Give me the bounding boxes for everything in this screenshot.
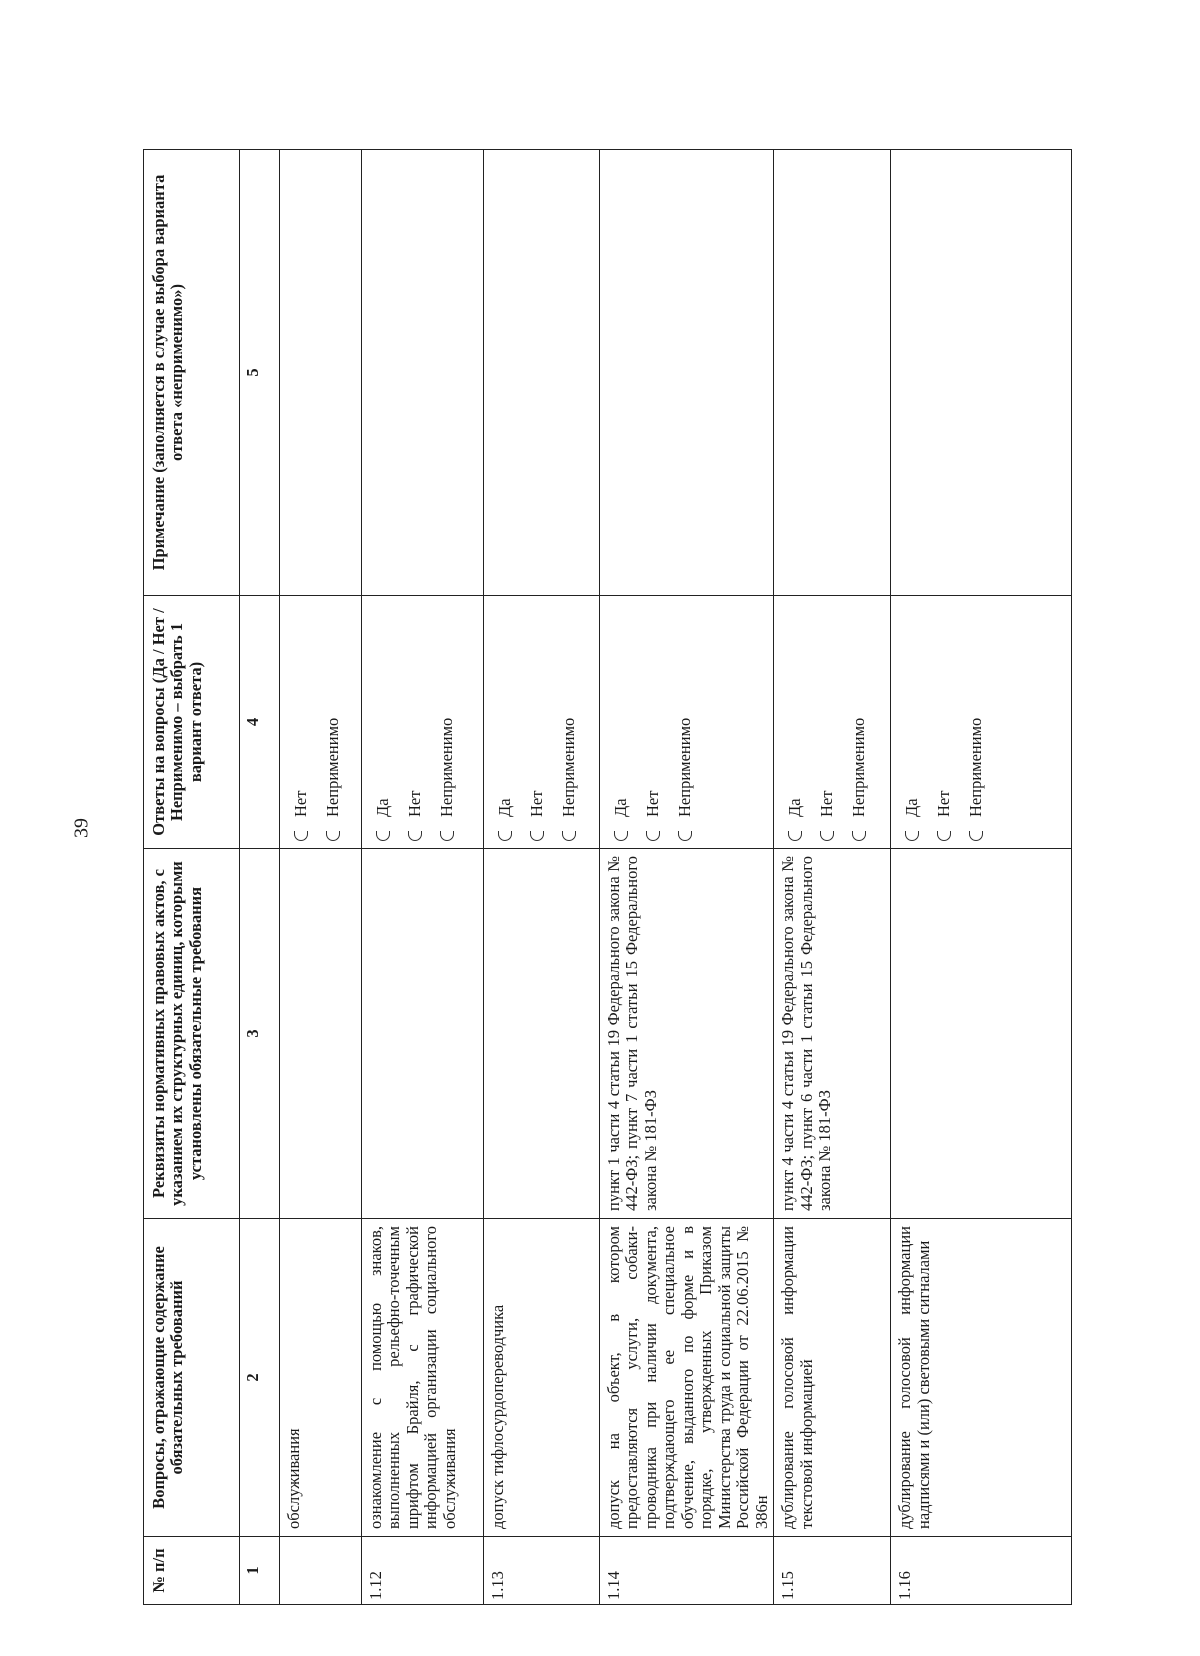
radio-button-icon[interactable]: [678, 831, 692, 841]
answer-options: [362, 596, 484, 849]
radio-option[interactable]: [367, 603, 399, 841]
answer-options: [484, 596, 600, 849]
radio-option[interactable]: [928, 603, 960, 841]
column-number: 2: [240, 1219, 280, 1537]
row-question: допуск тифлосурдопереводчика: [484, 1219, 600, 1537]
row-question: ознакомление с помощью знаков, выполненных рельефно-точечным шрифтом Брайля, с графической информацией организации социального обслуживания: [362, 1219, 484, 1537]
radio-button-icon[interactable]: [788, 831, 802, 841]
row-number: 1.12: [362, 1537, 484, 1605]
column-number: 1: [240, 1537, 280, 1605]
radio-option[interactable]: [811, 603, 843, 841]
radio-option[interactable]: [489, 603, 521, 841]
row-number: 1.14: [600, 1537, 774, 1605]
radio-option[interactable]: [399, 603, 431, 841]
option-label: Да: [901, 798, 921, 817]
option-label: Неприменимо: [848, 717, 868, 817]
option-label: Неприменимо: [436, 717, 456, 817]
table-row: [484, 150, 600, 1605]
radio-button-icon[interactable]: [326, 831, 340, 841]
row-note[interactable]: [484, 150, 600, 596]
radio-option[interactable]: [637, 603, 669, 841]
radio-button-icon[interactable]: [905, 831, 919, 841]
radio-option[interactable]: [960, 603, 992, 841]
option-label: Да: [372, 798, 392, 817]
radio-option[interactable]: [779, 603, 811, 841]
option-label: Неприменимо: [558, 717, 578, 817]
option-label: Нет: [526, 790, 546, 817]
radio-option[interactable]: [843, 603, 875, 841]
radio-button-icon[interactable]: [614, 831, 628, 841]
radio-option[interactable]: [669, 603, 701, 841]
page-number: 39: [70, 818, 93, 838]
column-number: 3: [240, 849, 280, 1219]
row-question: дублирование голосовой информации надписями и (или) световыми сигналами: [891, 1219, 1072, 1537]
option-label: Нет: [816, 790, 836, 817]
radio-button-icon[interactable]: [498, 831, 512, 841]
option-label: Неприменимо: [322, 717, 342, 817]
answer-options: [774, 596, 891, 849]
row-requisites: [891, 849, 1072, 1219]
radio-button-icon[interactable]: [440, 831, 454, 841]
row-note[interactable]: [280, 150, 362, 596]
radio-button-icon[interactable]: [530, 831, 544, 841]
answer-options: [600, 596, 774, 849]
header-question: Вопросы, отражающие содержание обязательных требований: [144, 1219, 240, 1537]
answer-options: [280, 596, 362, 849]
header-note: Примечание (заполняется в случае выбора варианта ответа «неприменимо»): [144, 150, 240, 596]
radio-button-icon[interactable]: [969, 831, 983, 841]
row-question: обслуживания: [280, 1219, 362, 1537]
option-label: Нет: [933, 790, 953, 817]
table-row: [891, 150, 1072, 1605]
radio-option[interactable]: [521, 603, 553, 841]
row-requisites: пункт 4 части 4 статьи 19 Федерального закона № 442-ФЗ; пункт 6 части 1 статьи 15 Федерального закона № 181-ФЗ: [774, 849, 891, 1219]
radio-button-icon[interactable]: [562, 831, 576, 841]
row-number: [280, 1537, 362, 1605]
row-number: 1.15: [774, 1537, 891, 1605]
row-requisites: [280, 849, 362, 1219]
header-requisites: Реквизиты нормативных правовых актов, с указанием их структурных единиц, которыми установлены обязательные требования: [144, 849, 240, 1219]
row-note[interactable]: [891, 150, 1072, 596]
row-requisites: пункт 1 части 4 статьи 19 Федерального закона № 442-ФЗ; пункт 7 части 1 статьи 15 Федерального закона № 181-ФЗ: [600, 849, 774, 1219]
option-label: Неприменимо: [674, 717, 694, 817]
header-number: № п/п: [144, 1537, 240, 1605]
option-label: Неприменимо: [965, 717, 985, 817]
column-number-row: [240, 150, 280, 1605]
table-header-row: [144, 150, 240, 1605]
table-row: [280, 150, 362, 1605]
radio-button-icon[interactable]: [376, 831, 390, 841]
radio-button-icon[interactable]: [408, 831, 422, 841]
radio-option[interactable]: [896, 603, 928, 841]
row-number: 1.13: [484, 1537, 600, 1605]
row-note[interactable]: [362, 150, 484, 596]
radio-option[interactable]: [605, 603, 637, 841]
radio-button-icon[interactable]: [820, 831, 834, 841]
column-number: 4: [240, 596, 280, 849]
option-label: Да: [494, 798, 514, 817]
row-question: дублирование голосовой информации текстовой информацией: [774, 1219, 891, 1537]
radio-button-icon[interactable]: [937, 831, 951, 841]
radio-button-icon[interactable]: [852, 831, 866, 841]
answer-options: [891, 596, 1072, 849]
rotated-checklist-table: [143, 150, 1063, 1605]
table-row: [362, 150, 484, 1605]
table-row: [774, 150, 891, 1605]
row-note[interactable]: [774, 150, 891, 596]
option-label: Нет: [404, 790, 424, 817]
radio-option[interactable]: [317, 603, 349, 841]
radio-button-icon[interactable]: [294, 831, 308, 841]
option-label: Да: [784, 798, 804, 817]
row-question: допуск на объект, в котором предоставляются услуги, собаки-проводника при наличии документа, подтверждающего ее специальное обучение, выданного по форме и в порядке, утвержденных Приказом Министерства труда и социальной защиты Российской Федерации от 22.06.2015 № 386н: [600, 1219, 774, 1537]
checklist-table: [143, 149, 1072, 1605]
option-label: Да: [610, 798, 630, 817]
row-requisites: [484, 849, 600, 1219]
radio-option[interactable]: [553, 603, 585, 841]
radio-option[interactable]: [431, 603, 463, 841]
radio-option[interactable]: [285, 603, 317, 841]
table-row: [600, 150, 774, 1605]
option-label: Нет: [642, 790, 662, 817]
row-note[interactable]: [600, 150, 774, 596]
row-requisites: [362, 849, 484, 1219]
radio-button-icon[interactable]: [646, 831, 660, 841]
column-number: 5: [240, 150, 280, 596]
header-answers: Ответы на вопросы (Да / Нет / Неприменимо – выбрать 1 вариант ответа): [144, 596, 240, 849]
row-number: 1.16: [891, 1537, 1072, 1605]
option-label: Нет: [290, 790, 310, 817]
